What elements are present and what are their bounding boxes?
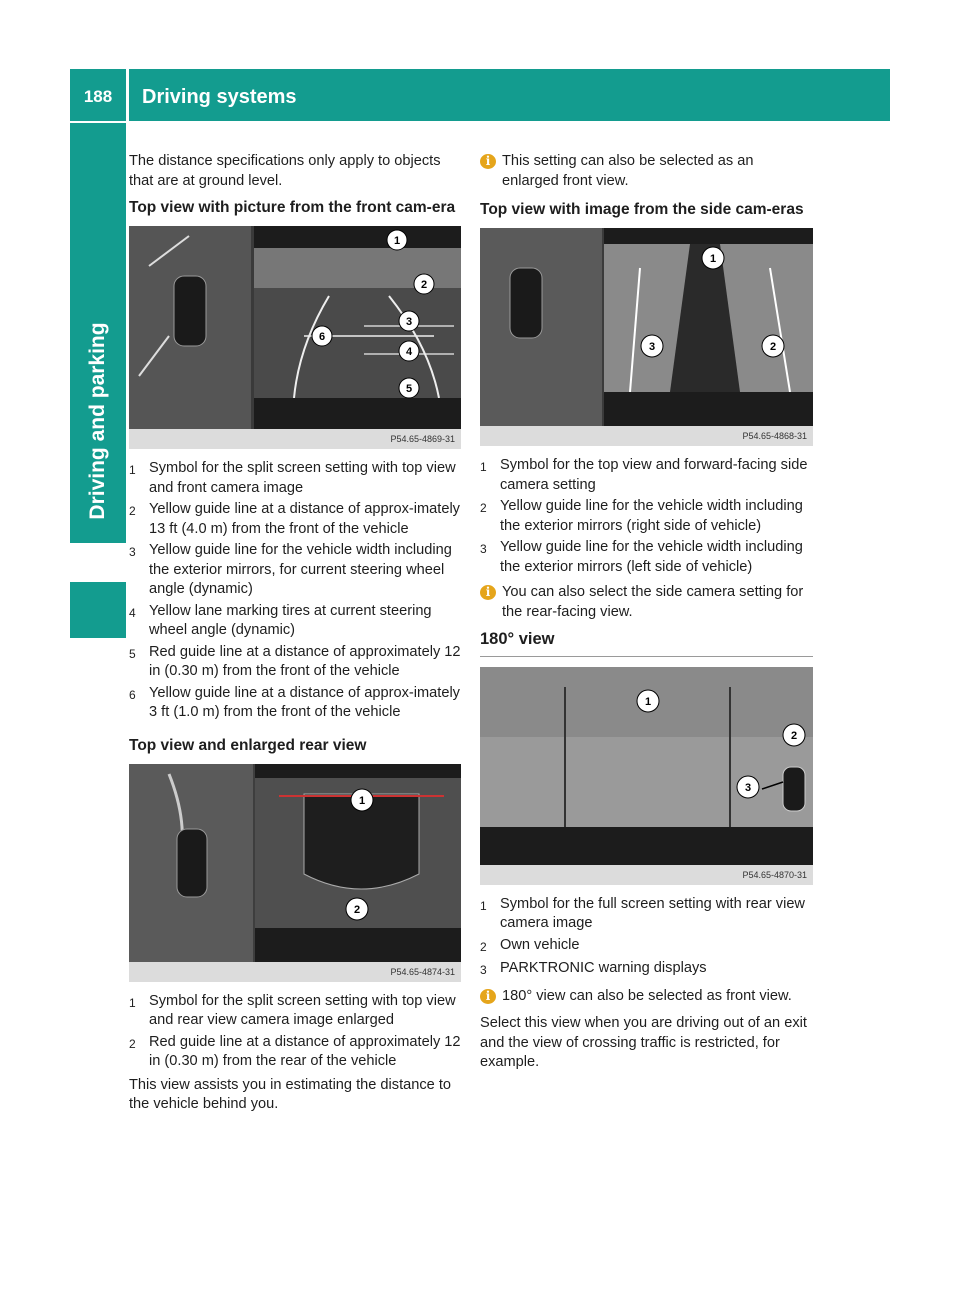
list-item [480, 895, 813, 934]
figure-code: P54.65-4869-31 [129, 429, 461, 449]
item-text: PARKTRONIC warning displays [500, 960, 707, 976]
item-number: 2 [480, 939, 487, 954]
item-text: Symbol for the split screen setting with top view and rear view camera image enlarged [149, 992, 456, 1028]
item-number: 2 [129, 1036, 136, 1051]
item-text: Yellow guide line for the vehicle width including the exterior mirrors, for current steering wheel angle (dynamic) [149, 542, 452, 597]
item-text: Symbol for the split screen setting with top view and front camera image [149, 460, 456, 496]
figure-code: P54.65-4870-31 [480, 865, 813, 885]
item-number: 1 [129, 463, 136, 477]
item-number: 1 [129, 995, 136, 1010]
info-icon: i [480, 154, 496, 169]
list-item [129, 500, 461, 539]
callout-1: 1 [644, 695, 652, 708]
header-divider [126, 69, 129, 121]
info-note [480, 987, 813, 1007]
figure-code: P54.65-4868-31 [480, 426, 813, 446]
list-item [480, 497, 813, 536]
list-item [129, 684, 461, 723]
left-column [129, 152, 461, 1121]
section-heading-rear-view: Top view and enlarged rear view [129, 736, 367, 754]
page-number: 188 [83, 87, 113, 106]
section-heading-front-camera: Top view with picture from the front cam-era [129, 199, 456, 216]
figure-code: P54.65-4874-31 [129, 962, 461, 982]
callout-3: 3 [405, 316, 413, 328]
callout-1: 1 [358, 794, 366, 807]
list-item [480, 456, 813, 495]
callout-2: 2 [790, 729, 798, 742]
list-item [129, 643, 461, 682]
legend-list-front [129, 459, 461, 723]
info-note [480, 152, 813, 191]
item-number: 2 [129, 504, 136, 518]
list-item [129, 541, 461, 600]
item-text: Yellow guide line for the vehicle width including the exterior mirrors (right side of vehicle) [500, 498, 803, 534]
side-camera-image [480, 228, 813, 426]
section-heading-side-cameras: Top view with image from the side cam-eras [480, 201, 804, 218]
callout-1: 1 [709, 253, 717, 265]
callout-3: 3 [648, 341, 656, 353]
intro-text: The distance specifications only apply to objects that are at ground level. [129, 153, 441, 189]
wide-view-image [480, 667, 813, 865]
list-item [129, 459, 461, 498]
item-text: Yellow guide line at a distance of approx-imately 3 ft (1.0 m) from the front of the vehicle [149, 684, 460, 720]
right-column [480, 152, 813, 1079]
list-item [480, 936, 813, 958]
section-heading-180-view: 180° view [480, 630, 813, 657]
info-text: 180° view can also be selected as front view. [502, 987, 792, 1004]
callout-2: 2 [353, 903, 361, 916]
page-title: Driving systems [142, 86, 297, 108]
item-number: 3 [480, 963, 487, 977]
180-view-outro: Select this view when you are driving out of an exit and the view of crossing traffic is restricted, for example. [480, 1015, 807, 1070]
callout-2: 2 [769, 341, 777, 353]
item-number: 1 [480, 460, 487, 474]
item-number: 3 [480, 542, 487, 556]
item-text: Yellow guide line at a distance of approx-imately 13 ft (4.0 m) from the front of the vehicle [149, 501, 460, 537]
item-number: 4 [129, 605, 136, 620]
callout-1: 1 [393, 235, 401, 247]
info-note [480, 583, 813, 622]
side-tab-label: Driving and parking [86, 322, 109, 520]
legend-list-rear [129, 992, 461, 1072]
item-text: Yellow guide line for the vehicle width including the exterior mirrors (left side of vehicle) [500, 539, 803, 575]
item-text: Symbol for the full screen setting with rear view camera image [500, 895, 805, 931]
list-item [480, 959, 813, 981]
list-item [129, 1033, 461, 1072]
list-item [129, 602, 461, 641]
list-item [480, 538, 813, 577]
info-icon: i [480, 989, 496, 1004]
callout-2: 2 [420, 279, 428, 291]
item-number: 5 [129, 646, 136, 661]
rear-view-image [129, 764, 461, 962]
info-text: You can also select the side camera setting for the rear-facing view. [502, 584, 804, 620]
figure-180-view [480, 667, 813, 885]
item-text: Own vehicle [500, 936, 580, 953]
callout-3: 3 [744, 781, 752, 794]
legend-list-side [480, 456, 813, 577]
item-text: Red guide line at a distance of approximately 12 in (0.30 m) from the rear of the vehicle [149, 1033, 461, 1069]
item-text: Red guide line at a distance of approximately 12 in (0.30 m) from the front of the vehicle [149, 643, 461, 679]
item-text: Yellow lane marking tires at current steering wheel angle (dynamic) [149, 602, 432, 638]
front-camera-image [129, 226, 461, 429]
item-number: 1 [480, 898, 487, 913]
callout-5: 5 [405, 383, 413, 395]
figure-side-cameras [480, 228, 813, 446]
page-header [70, 69, 890, 121]
list-item [129, 992, 461, 1031]
item-text: Symbol for the top view and forward-facing side camera setting [500, 457, 808, 493]
item-number: 3 [129, 545, 136, 559]
side-tab-marker [70, 582, 126, 638]
callout-6: 6 [318, 331, 326, 343]
figure-rear-view [129, 764, 461, 982]
item-number: 6 [129, 687, 136, 702]
info-icon: i [480, 585, 496, 600]
rear-view-outro: This view assists you in estimating the distance to the vehicle behind you. [129, 1076, 452, 1112]
figure-front-camera [129, 226, 461, 449]
item-number: 2 [480, 501, 487, 515]
legend-list-180 [480, 895, 813, 981]
callout-4: 4 [405, 346, 413, 358]
info-text: This setting can also be selected as an enlarged front view. [502, 153, 754, 189]
